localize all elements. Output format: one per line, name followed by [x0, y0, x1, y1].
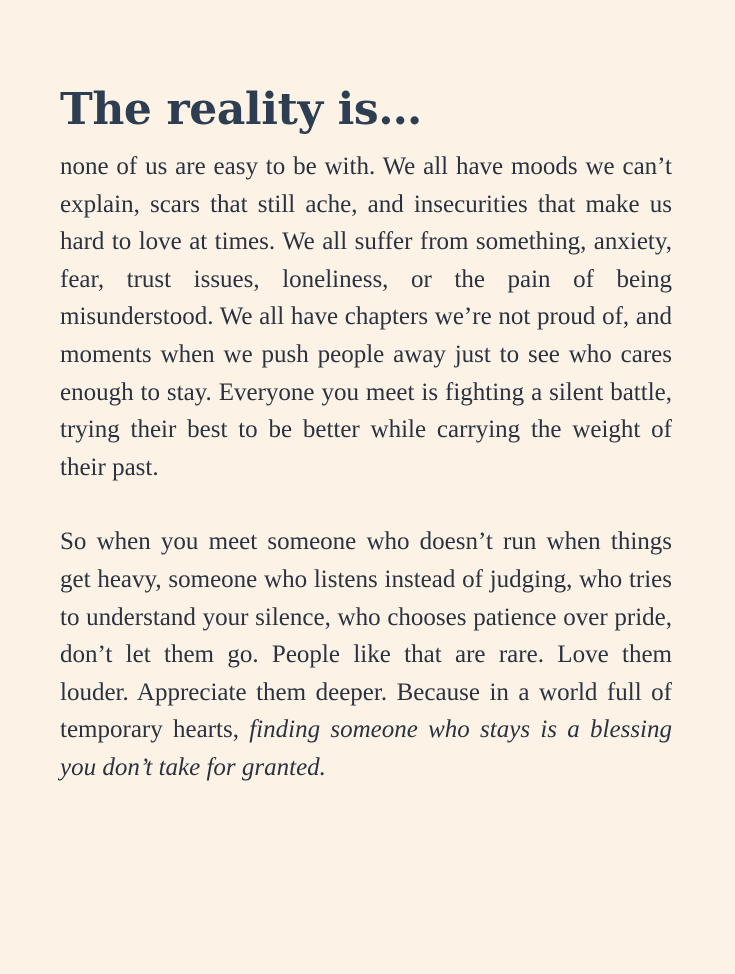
paragraph-1: none of us are easy to be with. We all have moods we can’t explain, scars that still ache, and insecurities that make us hard to love at times. We all suffer from something, anxiety, fear, trust issues, loneliness, or the pain of being misunderstood. We all have chapters we’re not proud of, and moments when we push people away just to see who cares enough to stay. Everyone you meet is fighting a silent battle, trying their best to be better while carrying the weight of their past.: [60, 153, 672, 481]
post-title: The reality is…: [60, 84, 422, 135]
post-content: [60, 82, 672, 787]
paragraph-2: [60, 523, 672, 786]
paragraph-2-italic-text: finding someone who stays is a blessing you don’t take for granted.: [60, 716, 672, 781]
paragraph-2-text: So when you meet someone who doesn’t run when things get heavy, someone who listens instead of judging, who tries to understand your silence, who chooses patience over pride, don’t let them go. People like that are rare. Love them louder. Appreciate them deeper. Because in a world full of temporary hearts,: [60, 528, 672, 744]
